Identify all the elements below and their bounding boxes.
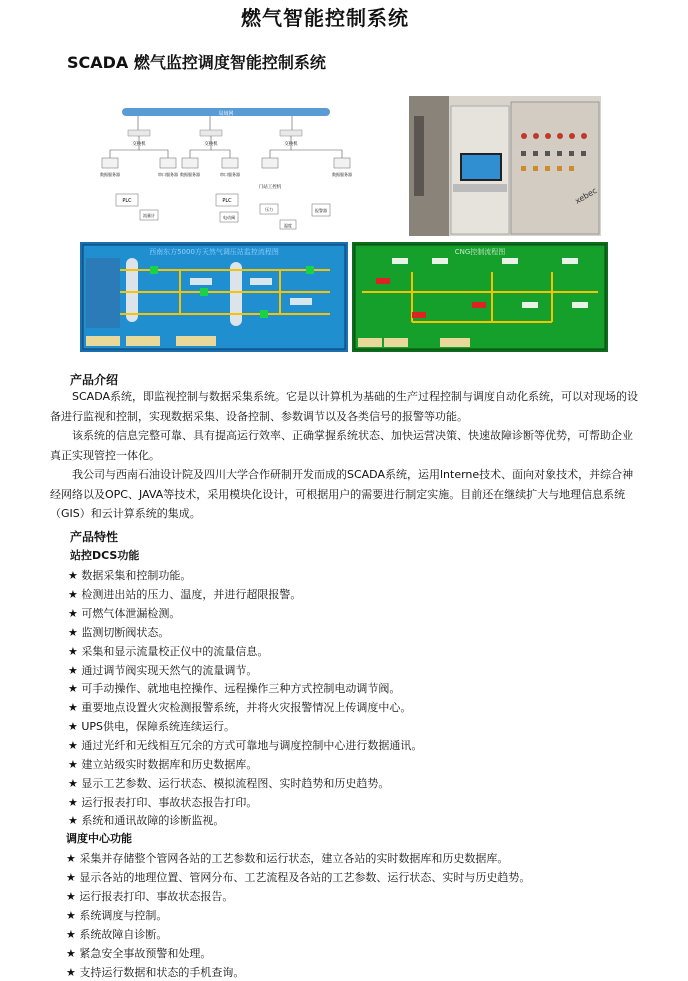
page-subtitle: SCADA 燃气监控调度智能控制系统 <box>67 53 326 72</box>
svg-text:压力: 压力 <box>265 207 273 212</box>
svg-text:串口服务器: 串口服务器 <box>158 172 178 177</box>
svg-text:数据服务器: 数据服务器 <box>180 172 200 177</box>
screen2-title: CNG控制流程图 <box>454 248 506 256</box>
page-title: 燃气智能控制系统 <box>241 6 409 30</box>
station-item: ★ 通过调节阀实现天然气的流量调节。 <box>68 664 258 677</box>
svg-text:交换机: 交换机 <box>204 142 218 147</box>
svg-text:门站工控机: 门站工控机 <box>258 185 282 190</box>
station-item: ★ 系统和通讯故障的诊断监视。 <box>68 814 225 827</box>
station-item: ★ 通过光纤和无线相互冗余的方式可靠地与调度控制中心进行数据通讯。 <box>68 739 423 752</box>
screen1-title: 西南东方5000方天然气调压站监控流程图 <box>149 248 279 256</box>
station-item: ★ 显示工艺参数、运行状态、模拟流程图、实时趋势和历史趋势。 <box>68 777 390 790</box>
center-item: ★ 系统调度与控制。 <box>66 909 168 922</box>
intro-paragraph-3: 我公司与西南石油设计院及四川大学合作研制开发而成的SCADA系统，运用lnterne技术、面向对象技术，并综合神经网络以及OPC、JAVA等技术，采用模块化设计，可根据用户的需要进行制定实施。目前还在继续扩大与地理信息系统（GIS）和云计算系统的集成。 <box>50 468 634 520</box>
intro-heading: 产品介绍 <box>70 373 119 387</box>
svg-text:数据服务器: 数据服务器 <box>332 172 352 177</box>
bus-label: 局域网 <box>218 111 234 117</box>
svg-text:电动阀: 电动阀 <box>223 215 235 220</box>
svg-text:数据服务器: 数据服务器 <box>100 172 120 177</box>
station-item: ★ 运行报表打印、事故状态报告打印。 <box>68 796 258 809</box>
control-cabinet-photo <box>409 96 601 236</box>
center-item: ★ 运行报表打印、事故状态报告。 <box>66 890 234 903</box>
center-item: ★ 显示各站的地理位置、管网分布、工艺流程及各站的工艺参数、运行状态、实时与历史趋势。 <box>66 871 531 884</box>
center-heading: 调度中心功能 <box>66 832 132 845</box>
center-item: ★ 紧急安全事故预警和处理。 <box>66 947 212 960</box>
station-item: ★ 数据采集和控制功能。 <box>68 569 192 582</box>
station-item: ★ 建立站级实时数据库和历史数据库。 <box>68 758 258 771</box>
network-diagram <box>80 100 370 235</box>
station-item: ★ UPS供电，保障系统连续运行。 <box>68 720 236 733</box>
svg-text:流量计: 流量计 <box>143 213 155 218</box>
station-item: ★ 检测进出站的压力、温度，并进行超限报警。 <box>68 588 302 601</box>
intro-paragraph-2: 该系统的信息完整可靠、具有提高运行效率、正确掌握系统状态、加快运营决策、快速故障诊断等优势，可帮助企业真正实现管控一体化。 <box>50 429 633 462</box>
center-item: ★ 采集并存储整个管网各站的工艺参数和运行状态，建立各站的实时数据库和历史数据库。 <box>66 852 509 865</box>
station-item: ★ 采集和显示流量校正仪中的流量信息。 <box>68 645 269 658</box>
intro-paragraph-1: SCADA系统，即监视控制与数据采集系统。它是以计算机为基础的生产过程控制与调度自动化系统，可以对现场的设备进行监视和控制，实现数据采集、设备控制、参数调节以及各类信号的报警等功能。 <box>50 390 638 423</box>
station-heading: 站控DCS功能 <box>70 549 140 562</box>
svg-text:温度: 温度 <box>284 223 292 228</box>
station-item: ★ 可手动操作、就地电控操作、远程操作三种方式控制电动调节阀。 <box>68 682 401 695</box>
scada-screen-cng-flow <box>352 242 608 352</box>
svg-text:交换机: 交换机 <box>132 142 146 147</box>
svg-text:PLC: PLC <box>222 198 232 204</box>
svg-text:交换机: 交换机 <box>284 142 298 147</box>
station-item: ★ 重要地点设置火灾检测报警系统，并将火灾报警情况上传调度中心。 <box>68 701 412 714</box>
scada-screen-regulator-station <box>80 242 348 352</box>
station-item: ★ 可燃气体泄漏检测。 <box>68 607 181 620</box>
svg-text:PLC: PLC <box>122 198 132 204</box>
center-item: ★ 支持运行数据和状态的手机查询。 <box>66 966 245 979</box>
features-heading: 产品特性 <box>70 530 119 544</box>
station-item: ★ 监测切断阀状态。 <box>68 626 170 639</box>
svg-text:串口服务器: 串口服务器 <box>220 172 240 177</box>
svg-text:报警器: 报警器 <box>315 208 327 213</box>
center-item: ★ 系统故障自诊断。 <box>66 928 168 941</box>
cabinet-brand-logo: xebec <box>573 186 599 206</box>
